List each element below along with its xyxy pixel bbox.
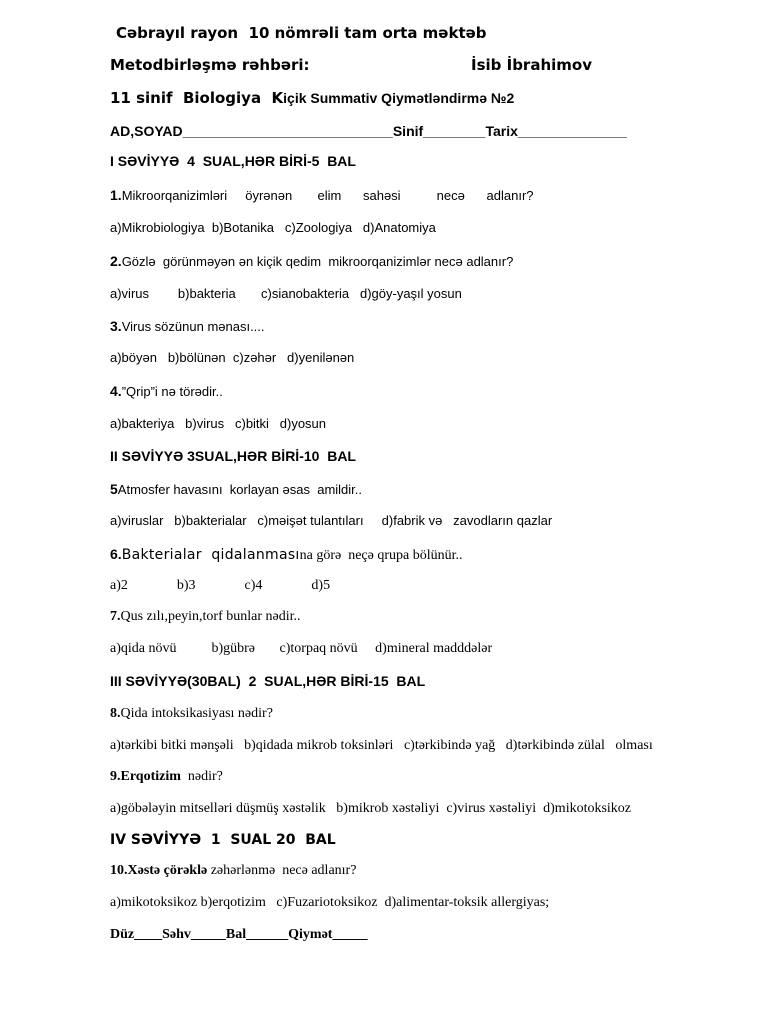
- school-name: Cəbrayıl rayon 10 nömrəli tam orta məktəb: [116, 24, 487, 42]
- question-number: 2.: [110, 253, 122, 269]
- question-text-bold: Erqotizim: [120, 769, 181, 784]
- question-number: 4.: [110, 383, 122, 399]
- methodist-name: İsib İbrahimov: [471, 56, 592, 74]
- question-5-options: a)viruslar b)bakterialar c)məişət tulantıları d)fabrik və zavodların qazlar: [110, 513, 553, 528]
- grade-subject: 11 sinif Biologiya K: [110, 89, 284, 107]
- test-name: içik Summativ Qiymətləndirmə №2: [283, 90, 515, 106]
- question-text: Qida intoksikasiyası nədir?: [120, 706, 273, 721]
- question-7: [110, 610, 301, 624]
- question-10-options: a)mikotoksikoz b)erqotizim c)Fuzariotoksikoz d)alimentar-toksik allergiyas;: [110, 895, 550, 910]
- question-6: [110, 546, 463, 563]
- question-1: [110, 188, 534, 202]
- student-fields: AD,SOYAD___________________________Sinif________Tarix______________: [110, 123, 627, 139]
- question-number: 7.: [110, 609, 121, 624]
- question-number: 3.: [110, 318, 122, 334]
- question-2-options: a)virus b)bakteria c)sianobakteria d)göy-yaşıl yosun: [110, 286, 462, 301]
- question-9: [110, 770, 223, 784]
- question-2: [110, 254, 513, 268]
- question-text: Mikroorqanizimləri öyrənən elim sahəsi necə adlanır?: [121, 188, 534, 203]
- question-10: [110, 864, 356, 878]
- question-9-options: a)göbələyin mitselləri düşmüş xəstəlik b)mikrob xəstəliyi c)virus xəstəliyi d)mikotoksikoz: [110, 801, 632, 816]
- question-3-options: a)böyən b)bölünən c)zəhər d)yenilənən: [110, 350, 355, 365]
- level-4-title: IV SƏVİYYƏ 1 SUAL 20 BAL: [110, 832, 336, 848]
- question-1-options: a)Mikrobiologiya b)Botanika c)Zoologiya d)Anatomiya: [110, 220, 436, 235]
- question-text: ”Qrip”i nə törədir..: [121, 384, 223, 399]
- question-number: 8.: [110, 706, 121, 721]
- question-6-options: a)2 b)3 c)4 d)5: [110, 578, 331, 593]
- question-number: 10.: [110, 863, 128, 878]
- score-footer: Düz____Səhv_____Bal______Qiymət_____: [110, 927, 368, 942]
- question-text: Gözlə görünməyən ən kiçik qedim mikroorqanizimlər necə adlanır?: [121, 254, 514, 269]
- question-8: [110, 707, 273, 721]
- methodist-label: Metodbirləşmə rəhbəri:: [110, 56, 310, 74]
- question-text: Atmosfer havasını korlayan əsas amildir..: [117, 482, 363, 497]
- question-text: nədir?: [180, 769, 223, 784]
- level-1-title: I SƏVİYYƏ 4 SUAL,HƏR BİRİ-5 BAL: [110, 153, 356, 169]
- test-title: [110, 90, 514, 106]
- question-text: zəhərlənmə necə adlanır?: [207, 863, 357, 878]
- question-4-options: a)bakteriya b)virus c)bitki d)yosun: [110, 416, 327, 431]
- question-text: Virus sözünun mənası....: [121, 319, 265, 334]
- question-number: 9.: [110, 769, 121, 784]
- question-7-options: a)qida növü b)gübrə c)torpaq növü d)mineral madddələr: [110, 641, 493, 656]
- level-2-title: II SƏVİYYƏ 3SUAL,HƏR BİRİ-10 BAL: [110, 448, 356, 464]
- question-3: [110, 319, 265, 333]
- question-5: [110, 482, 362, 496]
- question-text-part: Bakterialar qidalanması: [121, 547, 300, 563]
- question-number: 6.: [110, 546, 122, 562]
- question-8-options: a)tərkibi bitki mənşəli b)qidada mikrob toksinləri c)tərkibində yağ d)tərkibində zülal olması: [110, 738, 653, 753]
- question-4: [110, 384, 223, 398]
- question-text: Qus zılı,peyin,torf bunlar nədir..: [120, 609, 301, 624]
- question-number: 5: [110, 481, 118, 497]
- question-number: 1.: [110, 187, 122, 203]
- question-text-part: na görə neçə qrupa bölünür..: [299, 548, 463, 563]
- question-text-bold: Xəstə çörəklə: [127, 863, 208, 878]
- level-3-title: III SƏVİYYƏ(30BAL) 2 SUAL,HƏR BİRİ-15 BAL: [110, 673, 426, 689]
